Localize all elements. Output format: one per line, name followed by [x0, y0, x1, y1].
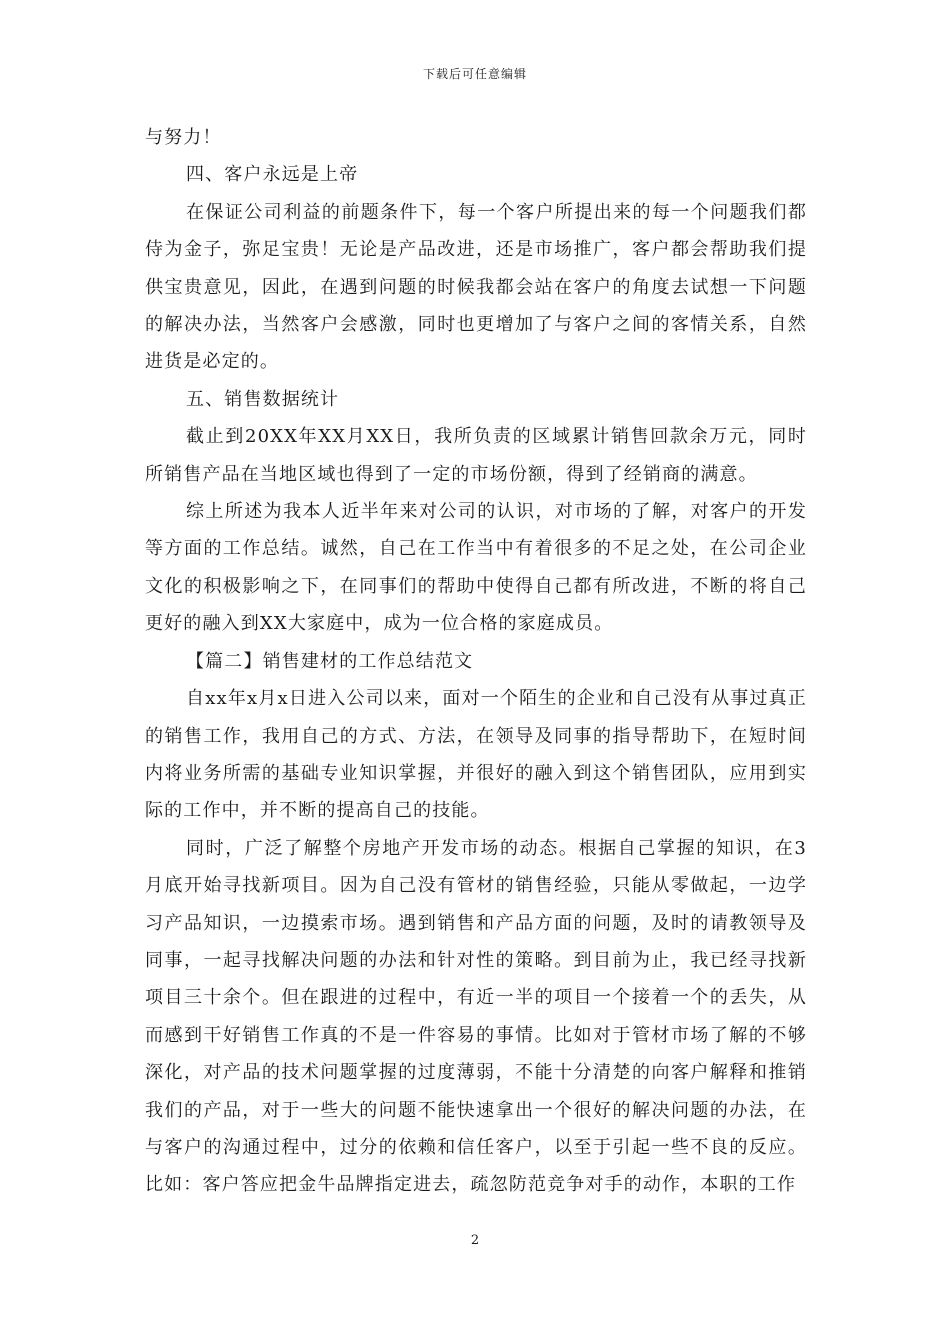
page-number: 2	[470, 1233, 480, 1248]
paragraph: 截止到20XX年XX月XX日，我所负责的区域累计销售回款余万元，同时所销售产品在当地区域也得到了一定的市场份额，得到了经销商的满意。	[145, 426, 807, 485]
paragraph: 综上所述为我本人近半年来对公司的认识，对市场的了解，对客户的开发等方面的工作总结。诚然，自己在工作当中有着很多的不足之处，在公司企业文化的积极影响之下，在同事们的帮助中使得自己都有所改进，不断的将自己更好的融入到XX大家庭中，成为一位合格的家庭成员。	[145, 501, 807, 635]
document-body	[145, 119, 807, 1204]
section-heading-customer: 四、客户永远是上帝	[186, 164, 359, 186]
paragraph: 在保证公司利益的前题条件下，每一个客户所提出来的每一个问题我们都侍为金子，弥足宝贵！无论是产品改进，还是市场推广，客户都会帮助我们提供宝贵意见，因此，在遇到问题的时候我都会站在客户的角度去试想一下问题的解决办法，当然客户会感激，同时也更增加了与客户之间的客情关系，自然进货是必定的。	[145, 201, 807, 373]
article-heading: 【篇二】销售建材的工作总结范文	[186, 650, 474, 672]
page-header: 下载后可任意编辑	[422, 67, 527, 81]
paragraph: 同时，广泛了解整个房地产开发市场的动态。根据自己掌握的知识，在3月底开始寻找新项目。因为自己没有管材的销售经验，只能从零做起，一边学习产品知识，一边摸索市场。遇到销售和产品方面的问题，及时的请教领导及同事，一起寻找解决问题的办法和针对性的策略。到目前为止，我已经寻找新项目三十余个。但在跟进的过程中，有近一半的项目一个接着一个的丢失，从而感到干好销售工作真的不是一件容易的事情。比如对于管材市场了解的不够深化，对产品的技术问题掌握的过度薄弱，不能十分清楚的向客户解释和推销我们的产品，对于一些大的问题不能快速拿出一个很好的解决问题的办法，在与客户的沟通过程中，过分的依赖和信任客户，以至于引起一些不良的反应。比如：客户答应把金牛品牌指定进去，疏忽防范竞争对手的动作，本职的工作	[145, 837, 807, 1196]
section-heading-sales-data: 五、销售数据统计	[186, 388, 340, 410]
paragraph-continuation: 与努力！	[145, 127, 222, 148]
paragraph: 自xx年x月x日进入公司以来，面对一个陌生的企业和自己没有从事过真正的销售工作，我用自己的方式、方法，在领导及同事的指导帮助下，在短时间内将业务所需的基础专业知识掌握，并很好的融入到这个销售团队，应用到实际的工作中，并不断的提高自己的技能。	[145, 688, 807, 822]
